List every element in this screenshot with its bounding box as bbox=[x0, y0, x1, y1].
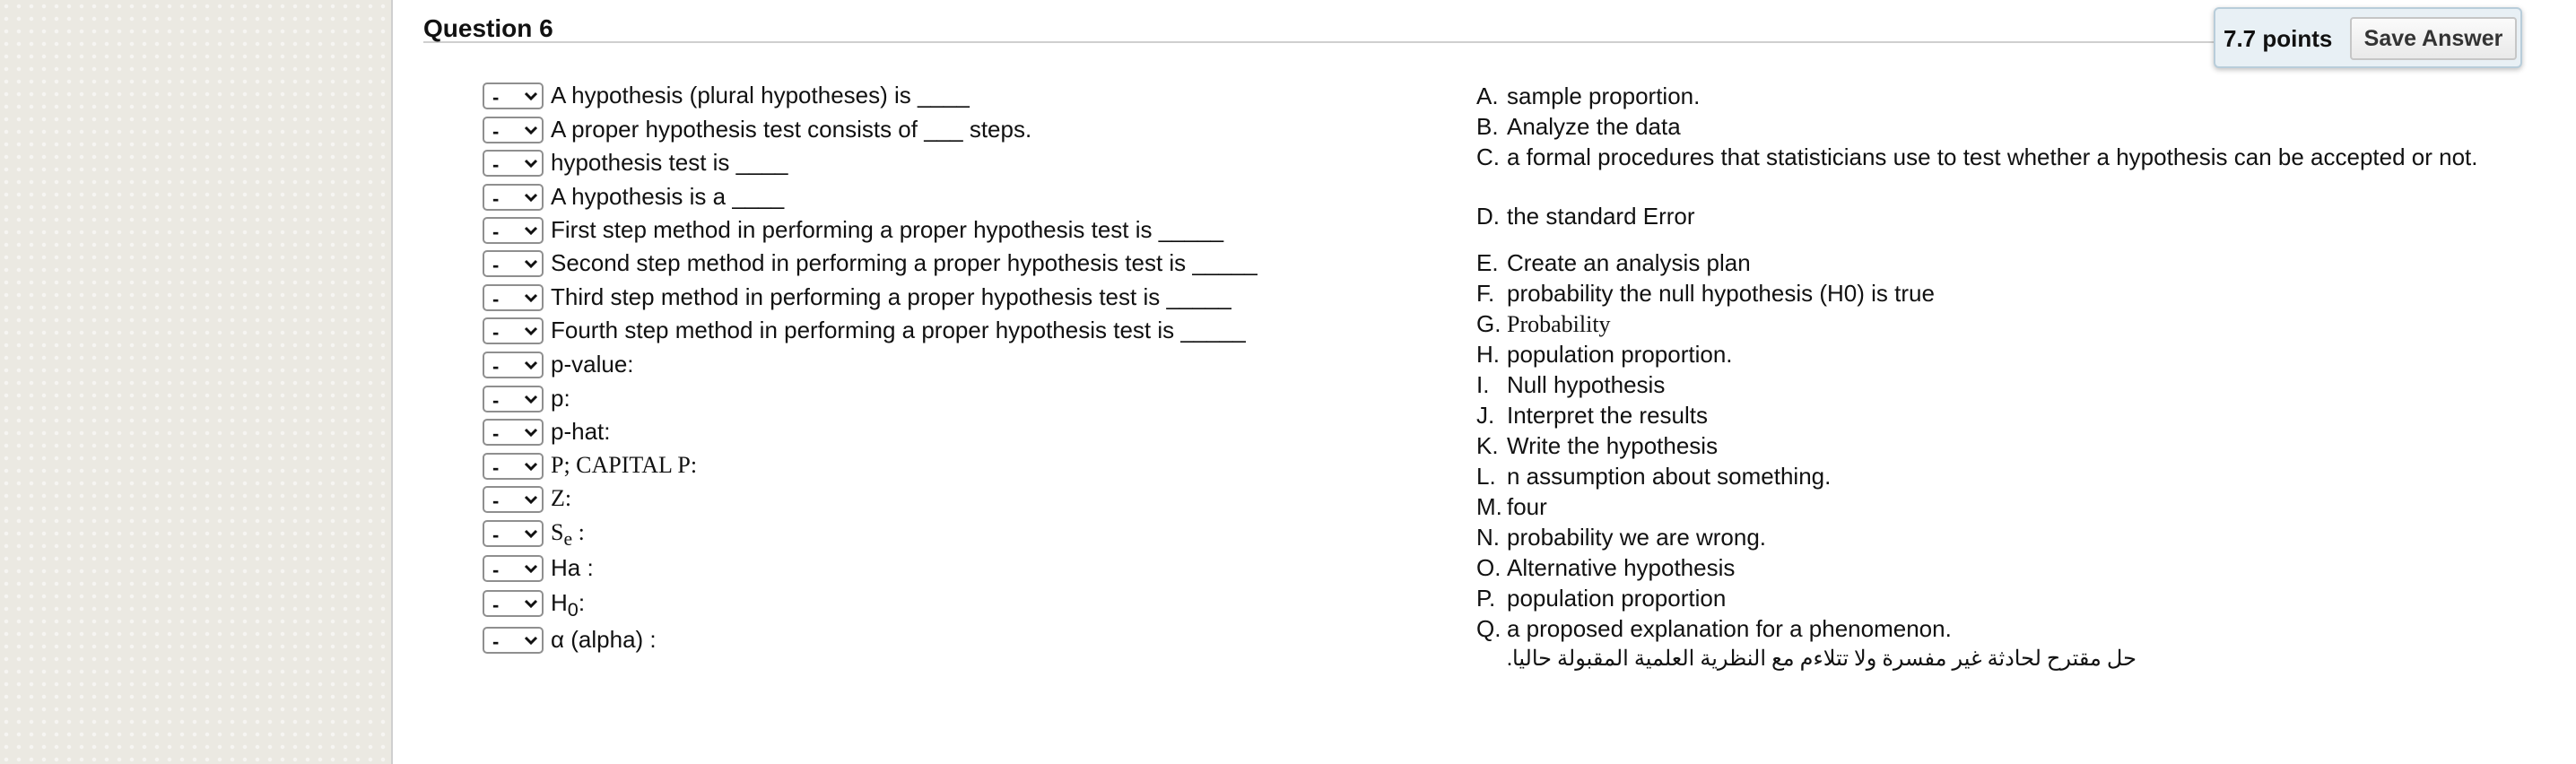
answer-select[interactable] bbox=[483, 184, 544, 211]
option-text: a formal procedures that statisticians use to test whether a hypothesis can be accepted or not. bbox=[1507, 143, 2478, 170]
option-letter: B. bbox=[1476, 113, 1499, 140]
answer-select[interactable] bbox=[483, 555, 544, 582]
prompt-text: Ha : bbox=[551, 554, 594, 581]
prompt-row bbox=[483, 316, 1379, 346]
chevron-down-icon bbox=[523, 87, 539, 105]
option-text: a proposed explanation for a phenomenon. bbox=[1507, 615, 1952, 642]
prompt-row bbox=[483, 384, 1379, 414]
option-letter: A. bbox=[1476, 82, 1499, 109]
prompt-row bbox=[483, 81, 1379, 111]
chevron-down-icon bbox=[523, 525, 539, 543]
option-letter: Q. bbox=[1476, 615, 1501, 642]
answer-select-value: - bbox=[492, 221, 500, 243]
option-letter: M. bbox=[1476, 493, 1502, 520]
option-text: probability the null hypothesis (H0) is true bbox=[1507, 280, 1935, 307]
answer-select-value: - bbox=[492, 153, 500, 176]
answer-select-value: - bbox=[492, 524, 500, 546]
prompt-symbol: S bbox=[551, 519, 564, 545]
answer-select-value: - bbox=[492, 422, 500, 445]
prompt-row bbox=[483, 350, 1379, 380]
prompt-row bbox=[483, 625, 1379, 655]
option-text: sample proportion. bbox=[1507, 82, 1701, 109]
prompt-row bbox=[483, 248, 1379, 279]
option-text: Write the hypothesis bbox=[1507, 432, 1719, 459]
chevron-down-icon bbox=[523, 221, 539, 239]
option-letter: N. bbox=[1476, 524, 1500, 551]
prompt-text: Z: bbox=[551, 485, 572, 511]
prompt-row bbox=[483, 182, 1379, 213]
chevron-down-icon bbox=[523, 322, 539, 340]
option-text: Alternative hypothesis bbox=[1507, 554, 1736, 581]
option-text: four bbox=[1507, 493, 1547, 520]
option-letter: L. bbox=[1476, 463, 1496, 490]
points-label: 7.7 points bbox=[2224, 25, 2333, 52]
option-letter: O. bbox=[1476, 554, 1501, 581]
chevron-down-icon bbox=[523, 188, 539, 206]
prompt-text: p-hat: bbox=[551, 418, 611, 445]
prompt-text: p: bbox=[551, 385, 570, 412]
option-letter: I. bbox=[1476, 371, 1490, 398]
chevron-down-icon bbox=[523, 595, 539, 612]
option-letter: F. bbox=[1476, 280, 1495, 307]
prompt-row bbox=[483, 115, 1379, 145]
answer-select[interactable] bbox=[483, 250, 544, 277]
option-letter: P. bbox=[1476, 585, 1496, 612]
points-box bbox=[2214, 7, 2522, 68]
option-letter: D. bbox=[1476, 203, 1500, 230]
prompt-row bbox=[483, 588, 1379, 619]
prompt-row bbox=[483, 553, 1379, 584]
chevron-down-icon bbox=[523, 121, 539, 139]
chevron-down-icon bbox=[523, 154, 539, 172]
answer-select-value: - bbox=[492, 120, 500, 143]
option-letter: H. bbox=[1476, 341, 1500, 368]
chevron-down-icon bbox=[523, 423, 539, 441]
chevron-down-icon bbox=[523, 255, 539, 273]
chevron-down-icon bbox=[523, 631, 539, 649]
prompt-row bbox=[483, 148, 1379, 178]
answer-select[interactable] bbox=[483, 627, 544, 654]
answer-select-value: - bbox=[492, 254, 500, 276]
answer-select[interactable] bbox=[483, 352, 544, 378]
answer-select[interactable] bbox=[483, 520, 544, 547]
answer-select-value: - bbox=[492, 389, 500, 412]
prompt-suffix: : bbox=[578, 589, 586, 616]
prompt-text: P; CAPITAL P: bbox=[551, 452, 698, 478]
answer-select[interactable] bbox=[483, 590, 544, 617]
option-letter: E. bbox=[1476, 249, 1499, 276]
prompt-text: First step method in performing a proper hypothesis test is _____ bbox=[551, 216, 1224, 243]
answer-select[interactable] bbox=[483, 284, 544, 311]
chevron-down-icon bbox=[523, 390, 539, 408]
chevron-down-icon bbox=[523, 491, 539, 508]
option-text: Interpret the results bbox=[1507, 402, 1708, 429]
answer-select[interactable] bbox=[483, 386, 544, 412]
prompt-text: Third step method in performing a proper hypothesis test is _____ bbox=[551, 283, 1231, 310]
answer-select[interactable] bbox=[483, 150, 544, 177]
option-text: probability we are wrong. bbox=[1507, 524, 1767, 551]
answer-select[interactable] bbox=[483, 317, 544, 344]
answer-select-value: - bbox=[492, 187, 500, 210]
option-text: Null hypothesis bbox=[1507, 371, 1666, 398]
option-text: n assumption about something. bbox=[1507, 463, 1832, 490]
chevron-down-icon bbox=[523, 457, 539, 475]
answer-select[interactable] bbox=[483, 419, 544, 446]
answer-select[interactable] bbox=[483, 117, 544, 143]
answer-select-value: - bbox=[492, 288, 500, 310]
answer-select-value: - bbox=[492, 86, 500, 109]
answer-select-value: - bbox=[492, 630, 500, 653]
prompt-symbol: H bbox=[551, 589, 568, 616]
prompt-text: A hypothesis is a ____ bbox=[551, 183, 785, 210]
prompt-text: hypothesis test is ____ bbox=[551, 149, 788, 176]
prompt-text: Fourth step method in performing a proper hypothesis test is _____ bbox=[551, 317, 1246, 343]
option-letter: C. bbox=[1476, 143, 1500, 170]
option-letter: K. bbox=[1476, 432, 1499, 459]
answer-select-value: - bbox=[492, 559, 500, 581]
prompt-text: α (alpha) : bbox=[551, 626, 657, 653]
answer-select-value: - bbox=[492, 594, 500, 616]
prompt-text bbox=[551, 589, 585, 621]
prompt-text: A hypothesis (plural hypotheses) is ____ bbox=[551, 82, 970, 109]
answer-select[interactable] bbox=[483, 453, 544, 480]
option-text-arabic: حل مقترح لحادثة غير مفسرة ولا تتلاءم مع النظرية العلمية المقبولة حاليا. bbox=[1507, 647, 2137, 671]
chevron-down-icon bbox=[523, 289, 539, 307]
answer-select[interactable] bbox=[483, 486, 544, 513]
option-text: Probability bbox=[1507, 311, 1611, 337]
chevron-down-icon bbox=[523, 560, 539, 577]
prompt-row bbox=[483, 484, 1379, 515]
prompt-row bbox=[483, 215, 1379, 246]
answer-select-value: - bbox=[492, 355, 500, 378]
prompt-row bbox=[483, 451, 1379, 482]
option-text: Create an analysis plan bbox=[1507, 249, 1751, 276]
prompt-subscript: e bbox=[563, 528, 573, 551]
save-answer-button[interactable]: Save Answer bbox=[2350, 17, 2517, 60]
chevron-down-icon bbox=[523, 356, 539, 374]
prompt-row bbox=[483, 282, 1379, 313]
answer-select-value: - bbox=[492, 456, 500, 479]
prompt-row bbox=[483, 417, 1379, 447]
question-header bbox=[423, 13, 2522, 43]
option-text: the standard Error bbox=[1507, 203, 1695, 230]
prompt-row bbox=[483, 518, 1379, 549]
prompt-text: A proper hypothesis test consists of ___ steps. bbox=[551, 116, 1032, 143]
question-title: Question 6 bbox=[423, 14, 553, 42]
prompt-subscript: 0 bbox=[567, 598, 579, 621]
option-text: Analyze the data bbox=[1507, 113, 1681, 140]
option-letter: G. bbox=[1476, 310, 1501, 337]
prompt-suffix: : bbox=[572, 519, 585, 545]
prompt-text: Second step method in performing a proper hypothesis test is _____ bbox=[551, 249, 1258, 276]
option-text: population proportion bbox=[1507, 585, 1727, 612]
prompt-text: p-value: bbox=[551, 351, 634, 378]
answer-select[interactable] bbox=[483, 82, 544, 109]
answer-select-value: - bbox=[492, 490, 500, 512]
answer-select[interactable] bbox=[483, 217, 544, 244]
answer-select-value: - bbox=[492, 321, 500, 343]
prompt-text bbox=[551, 519, 585, 551]
option-letter: J. bbox=[1476, 402, 1495, 429]
option-text: population proportion. bbox=[1507, 341, 1733, 368]
